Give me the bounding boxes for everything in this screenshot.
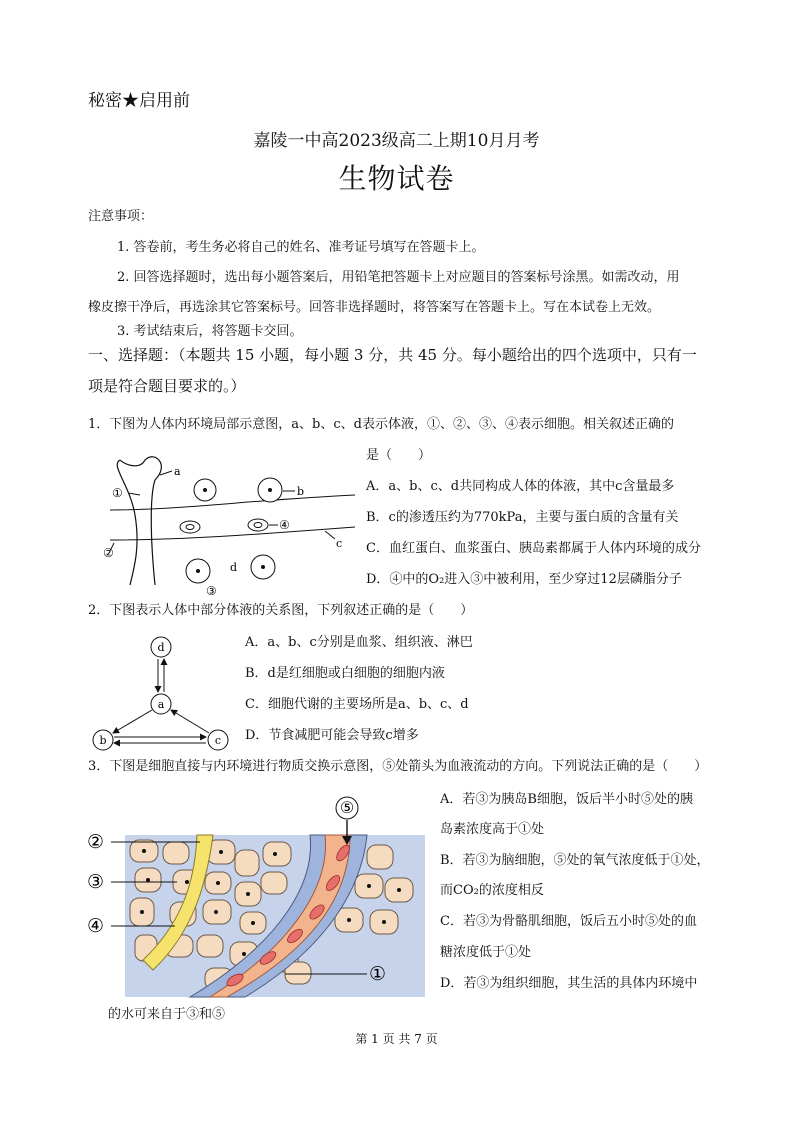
q1-label-c: c: [336, 537, 343, 550]
q2-node-d: d: [157, 641, 165, 654]
q1-option-c: C．血红蛋白、血浆蛋白、胰岛素都属于人体内环境的成分: [366, 541, 701, 556]
q1-label-4: ④: [279, 518, 290, 532]
q2-stem: 2．下图表示人体中部分体液的关系图，下列叙述正确的是（ ）: [88, 603, 474, 618]
q2-option-c: C．细胞代谢的主要场所是a、b、c、d: [245, 697, 469, 712]
section-heading: 一、选择题：（本题共 15 小题，每小题 3 分，共 45 分。每小题给出的四个选项中，只有一: [88, 346, 697, 364]
note-3: 3. 考试结束后，将答题卡交回。: [117, 324, 303, 339]
q3-option-a-1: A．若③为胰岛B细胞，饭后半小时⑤处的胰: [440, 792, 693, 807]
q2-option-b: B．d是红细胞或白细胞的细胞内液: [245, 666, 445, 681]
q2-figure: [88, 632, 238, 757]
q3-option-d-2: 的水可来自于③和⑤: [108, 1007, 226, 1022]
subject-title: 生物试卷: [338, 162, 455, 195]
q3-label-5: ⑤: [339, 798, 355, 817]
q3-option-c-1: C．若③为骨骼肌细胞，饭后五小时⑤处的血: [440, 914, 697, 929]
q1-stem: 1．下图为人体内环境局部示意图，a、b、c、d表示体液，①、②、③、④表示细胞。相关叙述正确的: [88, 417, 674, 432]
q3-option-a-2: 岛素浓度高于①处: [440, 822, 545, 837]
q1-label-2: ②: [103, 546, 114, 560]
q3-stem: 3．下图是细胞直接与内环境进行物质交换示意图，⑤处箭头为血液流动的方向。下列说法正确的是（ ）: [88, 759, 708, 774]
q1-label-1: ①: [112, 486, 123, 500]
q3-option-b-2: 而CO₂的浓度相反: [440, 883, 544, 898]
note-1: 1. 答卷前，考生务必将自己的姓名、准考证号填写在答题卡上。: [117, 240, 485, 255]
note-2b: 橡皮擦干净后，再选涂其它答案标号。回答非选择题时，将答案写在答题卡上。写在本试卷上无效。: [88, 300, 661, 315]
q1-stem-2: 是（ ）: [366, 448, 432, 463]
q3-label-2: ②: [87, 831, 105, 853]
secret-header: 秘密★启用前: [88, 91, 190, 111]
q1-option-a: A．a、b、c、d共同构成人体的体液，其中c含量最多: [366, 479, 675, 494]
section-heading-2: 项是符合题目要求的。）: [88, 377, 246, 395]
q3-option-d-1: D．若③为组织细胞，其生活的具体内环境中: [440, 976, 698, 991]
note-2a: 2. 回答选择题时，选出每小题答案后，用铅笔把答题卡上对应题目的答案标号涂黑。如需改动，用: [117, 270, 680, 285]
page-footer: 第 1 页 共 7 页: [355, 1032, 438, 1046]
q3-label-4: ④: [87, 915, 105, 937]
q1-figure: [100, 455, 360, 595]
q2-option-a: A．a、b、c分别是血浆、组织液、淋巴: [245, 635, 473, 650]
q3-figure: [85, 790, 430, 1002]
exam-title: 嘉陵一中高2023级高二上期10月月考: [253, 131, 540, 151]
q1-option-b: B．c的渗透压约为770kPa，主要与蛋白质的含量有关: [366, 510, 679, 525]
q1-option-d: D．④中的O₂进入③中被利用，至少穿过12层磷脂分子: [366, 572, 682, 587]
q1-label-d: d: [230, 561, 238, 574]
q1-label-3: ③: [206, 584, 217, 595]
q3-option-b-1: B．若③为脑细胞，⑤处的氧气浓度低于①处，: [440, 853, 710, 868]
q2-node-a: a: [157, 698, 165, 711]
q2-node-c: c: [214, 734, 222, 747]
q2-node-b: b: [99, 734, 107, 747]
q2-option-d: D．节食减肥可能会导致c增多: [245, 728, 419, 743]
q1-label-b: b: [297, 485, 305, 498]
q3-label-1: ①: [369, 963, 387, 985]
q3-option-c-2: 糖浓度低于①处: [440, 945, 532, 960]
q3-label-3: ③: [87, 871, 105, 893]
notes-heading: 注意事项：: [88, 209, 154, 224]
q1-label-a: a: [174, 465, 181, 478]
